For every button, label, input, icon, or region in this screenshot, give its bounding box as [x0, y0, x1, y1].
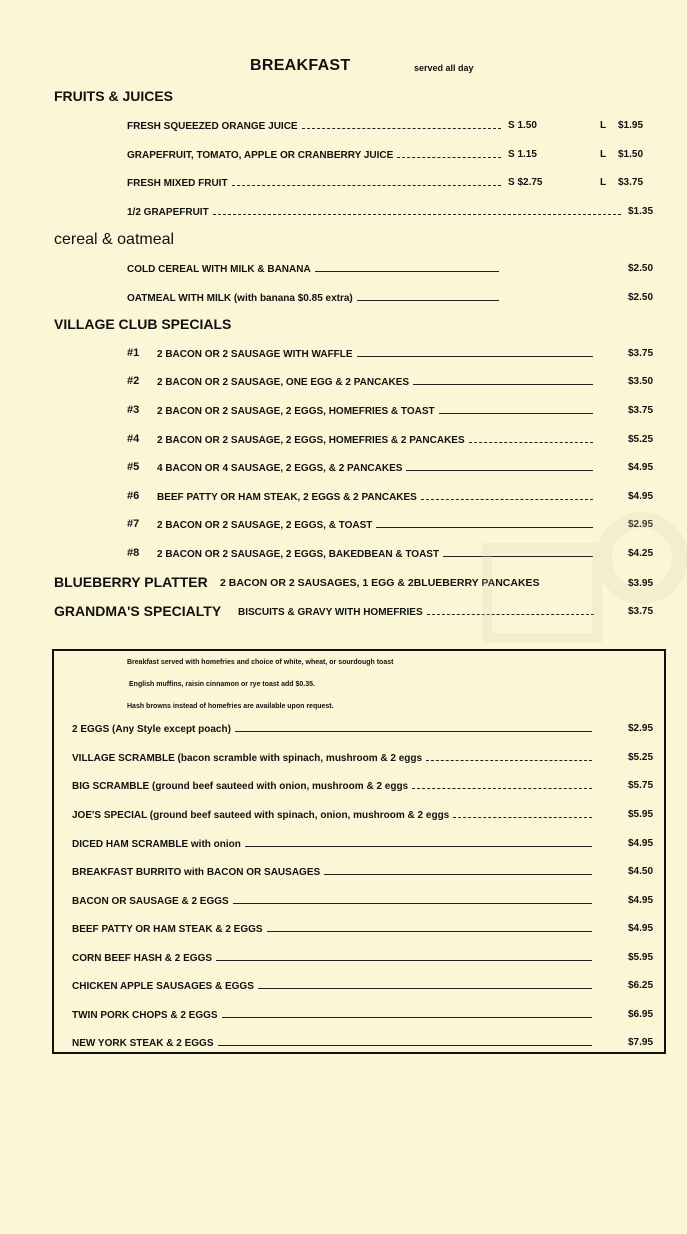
item-name: 2 BACON OR 2 SAUSAGE, ONE EGG & 2 PANCAKES	[157, 376, 410, 388]
item-name: DICED HAM SCRAMBLE with onion	[72, 838, 241, 850]
list-item	[72, 808, 596, 822]
item-price: $7.95	[628, 1037, 654, 1048]
item-name: CORN BEEF HASH & 2 EGGS	[72, 952, 213, 964]
item-price: $4.95	[628, 491, 654, 502]
large-label: L	[600, 120, 607, 131]
item-number: #3	[127, 404, 140, 416]
item-price: $5.75	[628, 780, 654, 791]
item-price: $4.50	[628, 866, 654, 877]
section-heading-cereal: cereal & oatmeal	[54, 231, 175, 248]
page-subtitle: served all day	[414, 63, 474, 73]
item-number: #7	[127, 518, 140, 530]
item-name: CHICKEN APPLE SAUSAGES & EGGS	[72, 980, 254, 992]
list-item	[127, 148, 505, 162]
item-number: #5	[127, 461, 140, 473]
item-name: FRESH MIXED FRUIT	[127, 177, 228, 189]
leader-line	[218, 1045, 592, 1046]
list-item	[72, 979, 596, 993]
section-heading-fruits: FRUITS & JUICES	[54, 88, 174, 104]
item-price: $5.25	[628, 434, 654, 445]
leader-line	[357, 300, 499, 301]
item-price-small: S 1.15	[508, 149, 537, 160]
item-price: $4.95	[628, 895, 654, 906]
leader-line	[426, 760, 592, 761]
leader-line	[302, 128, 501, 129]
item-price: $4.95	[628, 923, 654, 934]
leader-line	[258, 988, 592, 989]
item-number: #4	[127, 433, 140, 445]
leader-line	[397, 157, 501, 158]
leader-line	[233, 903, 592, 904]
list-item	[157, 433, 597, 447]
list-item	[127, 262, 503, 276]
item-price-large: $1.50	[618, 149, 644, 160]
section-heading-grandma: GRANDMA'S SPECIALTY	[54, 603, 222, 619]
item-price-small: S 1.50	[508, 120, 537, 131]
leader-line	[469, 442, 593, 443]
list-item	[127, 205, 625, 219]
list-item	[72, 837, 596, 851]
item-price: $2.95	[628, 723, 654, 734]
item-price: $3.75	[628, 606, 654, 617]
item-number: #2	[127, 375, 140, 387]
note-line: Breakfast served with homefries and choice of white, wheat, or sourdough toast	[127, 659, 394, 666]
item-price: $2.95	[628, 519, 654, 530]
item-price: $4.25	[628, 548, 654, 559]
note-line: Hash browns instead of homefries are available upon request.	[127, 703, 334, 710]
item-price: $3.95	[628, 578, 654, 589]
list-item	[157, 461, 597, 475]
list-item	[72, 865, 596, 879]
item-name: 4 BACON OR 4 SAUSAGE, 2 EGGS, & 2 PANCAKES	[157, 462, 403, 474]
item-price: $2.50	[628, 292, 654, 303]
item-name: 2 BACON OR 2 SAUSAGE, 2 EGGS, & TOAST	[157, 519, 373, 531]
item-price-large: $3.75	[618, 177, 644, 188]
leader-line	[216, 960, 592, 961]
leader-line	[439, 413, 593, 414]
item-name: TWIN PORK CHOPS & 2 EGGS	[72, 1009, 218, 1021]
item-name: 2 BACON OR 2 SAUSAGE WITH WAFFLE	[157, 348, 353, 360]
item-price-large: $1.95	[618, 120, 644, 131]
item-name: GRAPEFRUIT, TOMATO, APPLE OR CRANBERRY JUICE	[127, 149, 394, 161]
list-item	[72, 922, 596, 936]
leader-line	[267, 931, 592, 932]
list-item	[72, 722, 596, 736]
item-name: FRESH SQUEEZED ORANGE JUICE	[127, 120, 298, 132]
item-desc: 2 BACON OR 2 SAUSAGES, 1 EGG & 2BLUEBERRY PANCAKES	[220, 577, 540, 589]
leader-line	[235, 731, 592, 732]
leader-line	[357, 356, 593, 357]
watermark-graphic	[467, 488, 687, 658]
item-price: $2.50	[628, 263, 654, 274]
item-price: $4.95	[628, 462, 654, 473]
list-item	[127, 291, 503, 305]
leader-line	[406, 470, 593, 471]
item-name: BEEF PATTY OR HAM STEAK, 2 EGGS & 2 PANCAKES	[157, 491, 417, 503]
item-price: $3.75	[628, 405, 654, 416]
item-name: BACON OR SAUSAGE & 2 EGGS	[72, 895, 229, 907]
item-number: #6	[127, 490, 140, 502]
item-name: JOE'S SPECIAL (ground beef sauteed with spinach, onion, mushroom & 2 eggs	[72, 809, 450, 821]
leader-line	[412, 788, 592, 789]
large-label: L	[600, 177, 607, 188]
item-name: 2 EGGS (Any Style except poach)	[72, 723, 231, 735]
item-name: 2 BACON OR 2 SAUSAGE, 2 EGGS, HOMEFRIES & 2 PANCAKES	[157, 434, 465, 446]
item-name: COLD CEREAL WITH MILK & BANANA	[127, 263, 311, 275]
list-item	[157, 375, 597, 389]
item-number: #8	[127, 547, 140, 559]
large-label: L	[600, 149, 607, 160]
leader-line	[324, 874, 592, 875]
item-price: $3.50	[628, 376, 654, 387]
item-price: $6.95	[628, 1009, 654, 1020]
item-name: 2 BACON OR 2 SAUSAGE, 2 EGGS, HOMEFRIES & TOAST	[157, 405, 435, 417]
list-item	[157, 404, 597, 418]
list-item	[72, 1008, 596, 1022]
leader-line	[453, 817, 592, 818]
item-price: $5.95	[628, 809, 654, 820]
list-item	[72, 894, 596, 908]
item-price: $6.25	[628, 980, 654, 991]
section-heading-club: VILLAGE CLUB SPECIALS	[54, 316, 232, 332]
item-price: $3.75	[628, 348, 654, 359]
item-price: $5.25	[628, 752, 654, 763]
item-name: OATMEAL WITH MILK (with banana $0.85 extra)	[127, 292, 353, 304]
leader-line	[232, 185, 501, 186]
item-price: $4.95	[628, 838, 654, 849]
item-name: BREAKFAST BURRITO with BACON OR SAUSAGES	[72, 866, 321, 878]
item-name: BIG SCRAMBLE (ground beef sauteed with onion, mushroom & 2 eggs	[72, 780, 409, 792]
list-item	[127, 176, 505, 190]
list-item	[72, 1036, 596, 1050]
item-desc: BISCUITS & GRAVY WITH HOMEFRIES	[238, 606, 423, 618]
leader-line	[222, 1017, 592, 1018]
item-price: $5.95	[628, 952, 654, 963]
list-item	[72, 951, 596, 965]
item-name: 1/2 GRAPEFRUIT	[127, 206, 209, 218]
item-price-small: S $2.75	[508, 177, 543, 188]
note-line: English muffins, raisin cinnamon or rye toast add $0.35.	[129, 681, 315, 688]
item-name: NEW YORK STEAK & 2 EGGS	[72, 1037, 214, 1049]
item-price: $1.35	[628, 206, 654, 217]
list-item	[157, 347, 597, 361]
leader-line	[213, 214, 621, 215]
item-name: VILLAGE SCRAMBLE (bacon scramble with spinach, mushroom & 2 eggs	[72, 752, 423, 764]
leader-line	[245, 846, 592, 847]
page-title: BREAKFAST	[250, 57, 351, 74]
item-name: 2 BACON OR 2 SAUSAGE, 2 EGGS, BAKEDBEAN & TOAST	[157, 548, 440, 560]
list-item	[72, 751, 596, 765]
leader-line	[413, 384, 593, 385]
list-item	[72, 779, 596, 793]
item-name: BEEF PATTY OR HAM STEAK & 2 EGGS	[72, 923, 263, 935]
leader-line	[315, 271, 499, 272]
list-item	[127, 119, 505, 133]
section-heading-blueberry: BLUEBERRY PLATTER	[54, 574, 208, 590]
item-number: #1	[127, 347, 140, 359]
